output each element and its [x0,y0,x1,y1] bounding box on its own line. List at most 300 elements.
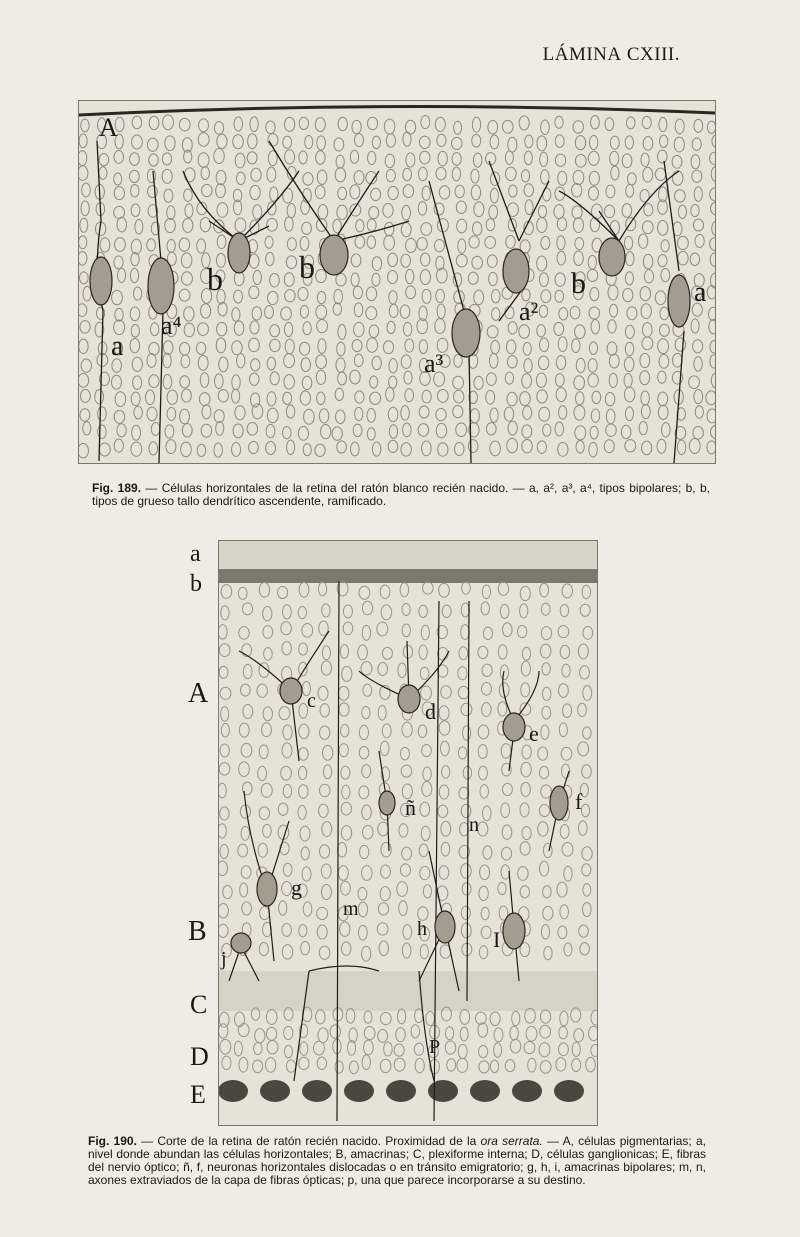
background-cell [473,153,482,167]
background-cell [267,167,276,182]
background-cell [338,686,349,700]
background-cell [558,626,569,638]
background-cell [574,376,585,390]
background-cell [283,784,291,797]
background-cell [299,724,309,739]
background-cell [540,1010,550,1023]
background-cell [559,723,567,737]
background-cell [458,747,466,759]
background-cell [287,238,296,251]
background-cell [321,885,331,900]
background-cell [625,272,633,285]
background-cell [356,219,364,231]
background-cell [540,1061,551,1074]
background-cell [316,370,325,384]
background-cell [610,304,618,317]
background-cell [560,905,569,919]
background-cell [658,255,667,267]
background-cell [560,825,569,839]
background-cell [336,155,344,168]
background-cell [436,423,446,437]
background-cell [95,390,104,404]
background-cell [353,424,362,436]
background-cell [167,407,176,420]
background-cell [422,781,432,796]
background-cell [98,425,106,438]
background-cell [268,134,278,147]
background-cell [79,339,88,353]
caption-190-text-2: — A, células pigmentarias; a, nivel donde abundan las células horizontales; B, amacrinas; C, plexiforme interna; D, células ganglionicas; E, fibras del nervio óptico; ñ, f, neuronas horizontales dislocadas o en tránsito emigratorio; g, h, i, amacrinas bipolares; m, n, axones extraviados de la capa de fibras ópticas; p, una que parece incorporarse a su destino. [88,1134,706,1187]
background-cell [270,187,278,201]
background-cell [400,305,410,318]
background-cell [253,205,262,219]
background-cell [162,169,172,183]
background-cell [251,168,261,181]
background-cell [555,273,565,286]
background-cell [318,339,326,354]
background-cell [591,116,600,129]
background-cell [542,687,550,700]
background-cell [522,647,530,660]
background-cell [319,804,329,817]
background-cell [710,152,715,164]
background-cell [247,152,257,164]
background-cell [131,239,141,254]
background-cell [181,355,190,368]
background-cell [81,119,89,132]
background-cell [315,186,325,199]
background-cell [339,744,348,757]
background-cell [421,686,432,700]
background-cell [267,357,275,370]
background-cell [592,391,601,404]
background-cell [541,603,550,615]
background-cell [338,372,347,385]
background-cell [507,392,517,405]
background-cell [380,741,389,755]
background-cell [589,342,597,354]
background-cell [79,166,88,181]
background-cell [263,824,272,837]
background-cell [539,1043,550,1057]
background-cell [371,188,381,200]
background-cell [265,236,273,248]
background-cell [389,304,398,317]
background-cell [181,253,191,268]
background-cell [537,441,546,454]
background-cell [241,684,251,696]
background-cell [539,273,548,287]
label-A-layer: A [188,678,209,709]
background-cell [561,747,572,760]
background-cell [182,272,193,286]
background-cell [458,667,467,680]
background-cell [661,240,669,252]
background-cell [234,290,243,303]
background-cell [216,184,226,198]
background-cell [99,443,110,456]
background-cell [402,603,410,615]
background-cell [232,443,241,457]
background-cell [219,783,226,798]
background-cell [627,173,636,185]
background-cell [380,1059,391,1072]
background-cell [420,866,430,879]
background-cell [284,375,295,389]
background-cell [359,786,369,799]
background-cell [287,204,295,218]
background-cell [241,826,249,840]
background-cell [163,374,172,389]
background-cell [674,190,685,202]
background-cell [221,707,229,722]
background-cell [626,252,634,266]
background-cell [232,308,240,321]
background-cell [558,171,567,185]
background-cell [198,133,209,147]
background-cell [243,664,252,678]
background-cell [406,238,417,252]
background-cell [99,167,107,180]
background-cell [239,723,249,737]
background-cell [353,286,362,299]
background-cell [400,747,409,760]
background-cell [385,154,394,168]
background-cell [301,847,309,860]
background-cell [590,217,599,231]
background-cell [299,1057,309,1069]
background-cell [389,425,397,438]
background-cell [673,353,683,367]
background-cell [300,1042,308,1056]
background-cell [589,1026,597,1040]
background-cell [456,423,467,437]
background-cell [220,687,231,699]
background-cell [339,703,349,716]
background-cell [481,602,489,615]
background-cell [322,646,330,660]
background-cell [182,424,192,437]
background-cell [299,748,309,761]
background-cell [524,151,532,164]
background-cell [300,342,310,355]
background-cell [163,341,173,355]
background-cell [486,423,496,435]
background-cell [179,238,190,251]
background-cell [506,235,515,248]
background-cell [583,686,592,701]
background-cell [694,357,702,372]
background-cell [437,389,448,402]
background-cell [474,290,484,305]
background-cell [610,151,619,165]
background-cell [576,358,585,372]
background-cell [98,407,107,421]
background-cell [299,117,308,129]
background-cell [270,325,280,337]
background-cell [437,134,446,146]
background-cell [442,605,451,617]
background-cell [267,1040,278,1053]
background-cell [202,405,211,419]
background-cell [337,342,345,356]
background-cell [524,184,533,197]
background-cell [543,906,553,920]
background-cell [525,135,533,148]
background-cell [558,337,567,352]
background-cell [710,253,715,267]
background-cell [655,291,666,305]
background-cell [367,117,377,129]
background-cell [572,1059,581,1072]
background-cell [397,1009,405,1024]
background-cell [524,1041,535,1053]
background-cell [641,441,651,455]
background-cell [642,116,651,128]
background-cell [693,426,703,439]
background-cell [468,440,478,453]
background-cell [540,1025,551,1038]
background-cell [439,583,450,597]
background-cell [572,206,582,219]
background-cell [239,1057,248,1072]
background-cell [401,254,411,267]
background-cell [606,424,617,436]
background-cell [316,305,327,319]
background-cell [372,273,380,286]
background-cell [438,805,448,817]
background-cell [540,644,550,658]
background-cell [574,1029,584,1042]
background-cell [644,270,653,283]
label-B-layer: B [188,916,207,947]
background-cell [481,683,491,696]
background-cell [542,663,550,676]
background-cell [555,116,563,128]
optic-fiber-bundle [428,1080,458,1102]
background-cell [454,442,464,455]
background-cell [419,645,427,659]
background-cell [249,286,259,299]
background-cell [625,440,636,452]
background-cell [366,307,377,320]
background-cell [522,439,533,452]
background-cell [316,269,327,282]
background-cell [489,353,498,368]
background-cell [520,703,531,715]
background-cell [132,116,141,129]
background-cell [418,167,427,180]
background-cell [135,219,143,234]
background-cell [381,605,392,620]
background-cell [420,945,428,959]
background-cell [589,307,600,319]
background-cell [270,372,279,385]
background-cell [693,340,703,353]
optic-fiber-bundle [219,1080,248,1102]
background-cell [198,153,209,168]
background-cell [406,286,416,299]
background-cell [557,251,565,265]
background-cell [573,170,584,184]
background-cell [482,664,492,676]
background-cell [558,1043,568,1056]
background-cell [479,1045,488,1057]
background-cell [521,661,530,676]
background-cell [255,1029,265,1043]
caption-190-italic: ora serrata. [480,1134,543,1148]
background-cell [418,424,428,437]
background-cell [462,582,471,594]
background-cell [457,219,467,233]
background-cell [474,376,483,389]
background-cell [284,322,292,336]
background-cell [691,155,700,169]
background-cell [334,138,344,151]
background-cell [359,725,368,739]
background-cell [364,1040,374,1055]
background-cell [658,392,668,406]
background-cell [370,376,378,388]
background-cell [397,882,408,897]
background-cell [298,606,306,618]
background-cell [179,289,190,301]
background-cell [580,604,590,616]
background-cell [420,151,430,164]
background-cell [502,120,513,133]
background-cell [337,441,347,453]
background-cell [389,291,397,304]
background-cell [558,926,567,939]
background-cell [694,119,703,132]
background-cell [606,185,615,198]
background-cell [573,218,583,233]
background-cell [216,422,224,436]
background-cell [575,238,584,250]
background-cell [383,204,393,218]
background-cell [220,844,228,858]
background-cell [350,150,358,163]
background-cell [285,339,294,354]
background-cell [265,1058,275,1073]
background-cell [164,189,173,202]
background-cell [354,133,363,146]
background-cell [411,1025,420,1038]
background-cell [303,322,311,335]
background-cell [440,741,449,756]
background-cell [557,217,566,230]
background-cell [165,425,174,438]
background-cell [179,118,190,131]
background-cell [217,322,227,335]
background-cell [184,307,194,321]
background-cell [201,424,212,437]
background-cell [689,376,700,389]
background-cell [655,168,665,180]
background-cell [485,153,495,165]
background-cell [352,340,362,352]
background-cell [165,219,176,233]
background-cell [235,153,245,168]
background-cell [250,321,259,334]
background-cell [541,120,550,134]
background-cell [641,405,650,419]
background-cell [279,707,290,720]
background-cell [461,864,471,878]
background-cell [263,626,273,638]
background-cell [279,901,287,915]
background-cell [299,643,308,655]
background-cell [689,439,700,454]
background-cell [287,440,295,454]
background-cell [491,340,500,354]
background-cell [219,1024,228,1039]
background-cell [423,767,431,781]
background-cell [282,605,291,619]
background-cell [622,204,632,218]
background-cell [215,374,224,389]
background-cell [343,622,353,635]
label-d: d [425,699,436,724]
background-cell [79,134,87,148]
label-c: c [307,690,316,712]
background-cell [483,806,491,821]
background-cell [234,117,242,131]
background-cell [315,444,325,456]
background-cell [693,219,703,231]
background-cell [337,205,347,219]
background-cell [639,422,647,435]
background-cell [303,444,311,456]
background-cell [711,373,715,388]
background-cell [472,256,483,269]
background-cell [454,121,462,134]
background-cell [460,1009,470,1024]
background-cell [556,388,566,402]
background-cell [659,324,669,336]
background-cell [337,842,346,856]
background-cell [267,392,276,406]
background-cell [461,906,470,919]
background-cell [217,235,226,249]
background-cell [181,389,191,402]
background-cell [384,1042,393,1056]
background-cell [406,269,414,283]
background-cell [263,606,272,620]
background-cell [130,307,139,321]
background-cell [471,169,479,183]
background-cell [217,203,228,218]
background-cell [282,743,292,758]
figure-190-caption [88,1135,706,1187]
background-cell [486,373,496,385]
background-cell [461,703,472,715]
background-cell [474,202,484,217]
background-cell [132,425,141,440]
background-cell [359,586,370,599]
background-cell [235,406,245,420]
background-cell [317,291,325,303]
background-cell [572,1042,580,1056]
background-cell [540,152,548,166]
background-cell [564,943,572,956]
background-cell [333,303,341,315]
background-cell [490,188,498,202]
background-cell [79,252,87,266]
background-cell [341,724,349,737]
background-cell [624,236,632,249]
background-cell [216,170,226,184]
